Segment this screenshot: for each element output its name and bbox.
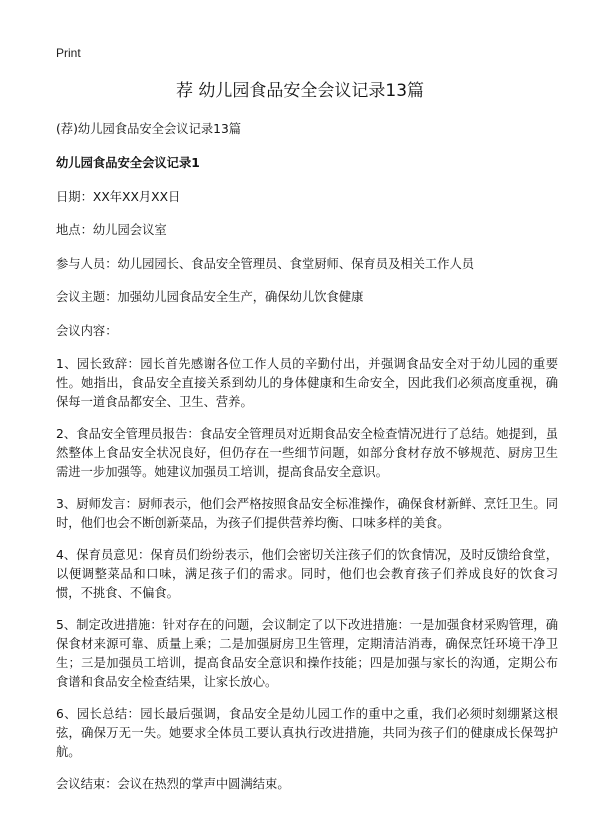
- document-title: 荐 幼儿园食品安全会议记录13篇: [175, 81, 425, 101]
- meeting-content-label: 会议内容：: [56, 323, 118, 338]
- meeting-closing: 会议结束：会议在热烈的掌声中圆满结束。: [56, 777, 290, 791]
- meeting-item: 2、食品安全管理员报告：食品安全管理员对近期食品安全检查情况进行了总结。她提到，虽然整体上食品安全状况良好，但仍存在一些细节问题，如部分食材存放不够规范、厨房卫生需进一步加强等。她建议加强员工培训，提高食品安全意识。: [56, 427, 558, 479]
- section-heading: 幼儿园食品安全会议记录1: [56, 156, 200, 170]
- meeting-item: 6、园长总结：园长最后强调，食品安全是幼儿园工作的重中之重，我们必须时刻绷紧这根弦，确保万无一失。她要求全体员工要认真执行改进措施，共同为孩子们的健康成长保驾护航。: [56, 707, 558, 759]
- meeting-item: 1、园长致辞：园长首先感谢各位工作人员的辛勤付出，并强调食品安全对于幼儿园的重要性。她指出，食品安全直接关系到幼儿的身体健康和生命安全，因此我们必须高度重视，确保每一道食品都安全、卫生、营养。: [56, 357, 558, 409]
- meeting-item: 4、保育员意见：保育员们纷纷表示，他们会密切关注孩子们的饮食情况，及时反馈给食堂，以便调整菜品和口味，满足孩子们的需求。同时，他们也会教育孩子们养成良好的饮食习惯，不挑食、不偏食。: [56, 548, 558, 600]
- meeting-item: 3、厨师发言：厨师表示，他们会严格按照食品安全标准操作，确保食材新鲜、烹饪卫生。同时，他们也会不断创新菜品，为孩子们提供营养均衡、口味多样的美食。: [56, 497, 558, 530]
- meeting-topic: 会议主题：加强幼儿园食品安全生产，确保幼儿饮食健康: [56, 290, 364, 304]
- meeting-date: 日期：XX年XX月XX日: [56, 189, 181, 204]
- meeting-location: 地点：幼儿园会议室: [56, 223, 167, 237]
- meeting-participants: 参与人员：幼儿园园长、食品安全管理员、食堂厨师、保育员及相关工作人员: [56, 256, 475, 271]
- document-body: [56, 120, 558, 809]
- meeting-item: 5、制定改进措施：针对存在的问题，会议制定了以下改进措施：一是加强食材采购管理，确保食材来源可靠、质量上乘；二是加强厨房卫生管理，定期清洁消毒，确保烹饪环境干净卫生；三是加强员工培训，提高食品安全意识和操作技能；四是加强与家长的沟通，定期公布食谱和食品安全检查结果，让家长放心。: [56, 618, 558, 689]
- print-label[interactable]: Print: [56, 46, 81, 60]
- document-subtitle: (荐)幼儿园食品安全会议记录13篇: [56, 122, 242, 136]
